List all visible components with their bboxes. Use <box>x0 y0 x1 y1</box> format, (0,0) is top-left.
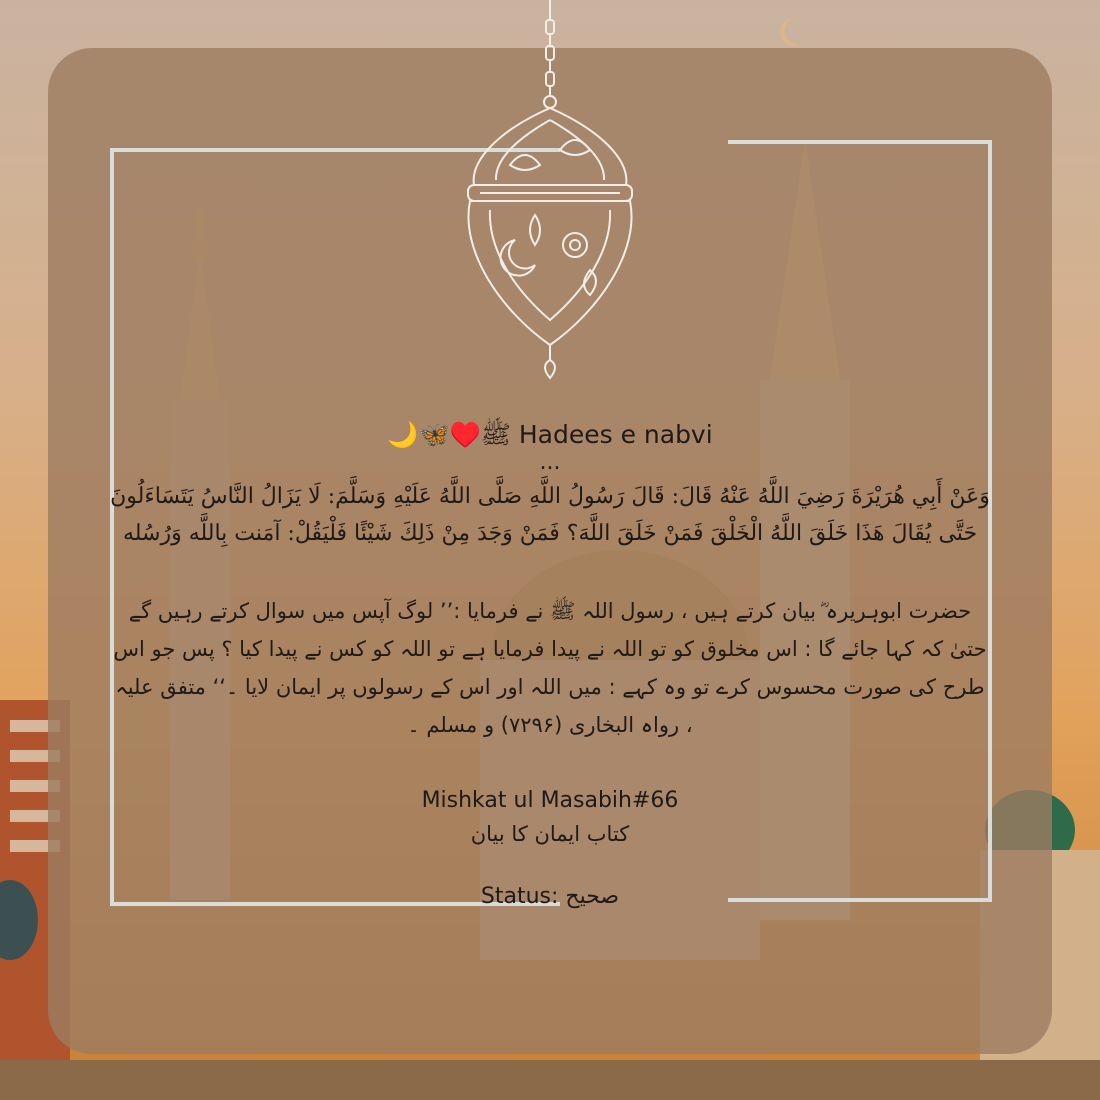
post-heading: 🌙🦋♥️ﷺ Hadees e nabvi <box>387 420 713 449</box>
arabic-hadith-text: وَعَنْ أَبِي هُرَيْرَةَ رَضِيَ اللَّهُ عَنْهُ قَالَ: قَالَ رَسُولُ اللَّهِ صَلَّى اللَّهُ عَلَيْهِ وَسَلَّمَ: لَا يَزَالُ النَّاسُ يَتَسَاءَلُونَ حَتَّى يُقَالَ هَذَا خَلَقَ اللَّهُ الْخَلْقَ فَمَنْ خَلَقَ اللَّهَ؟ فَمَنْ وَجَدَ مِنْ ذَلِكَ شَيْئًا فَلْيَقُلْ: آمَنت بِاللَّه وَرُسُله <box>110 484 990 546</box>
crescent-icon <box>780 18 801 46</box>
urdu-translation: حضرت ابوہریرہ ؓ بیان کرتے ہیں ، رسول اللہ ﷺ نے فرمایا :’’ لوگ آپس میں سوال کرتے رہیں گے حتیٰ کہ کہا جائے گا : اس مخلوق کو تو اللہ نے پیدا فرمایا ہے تو اللہ کو کس نے پیدا کیا ؟ پس جو اس طرح کی صورت محسوس کرے تو وہ کہے : میں اللہ اور اس کے رسولوں پر ایمان لایا ۔‘‘ متفق علیہ ، رواہ البخاری (۷۲۹۶) و مسلم ۔ <box>113 599 987 737</box>
hanging-lantern-icon <box>440 0 660 390</box>
book-name: کتاب ایمان کا بیان <box>470 822 630 846</box>
hadith-status: Status: صحیح <box>480 884 620 909</box>
hadith-content <box>110 418 990 914</box>
hadith-reference: Mishkat ul Masabih#66 <box>421 788 679 813</box>
ellipsis: ... <box>539 450 561 475</box>
